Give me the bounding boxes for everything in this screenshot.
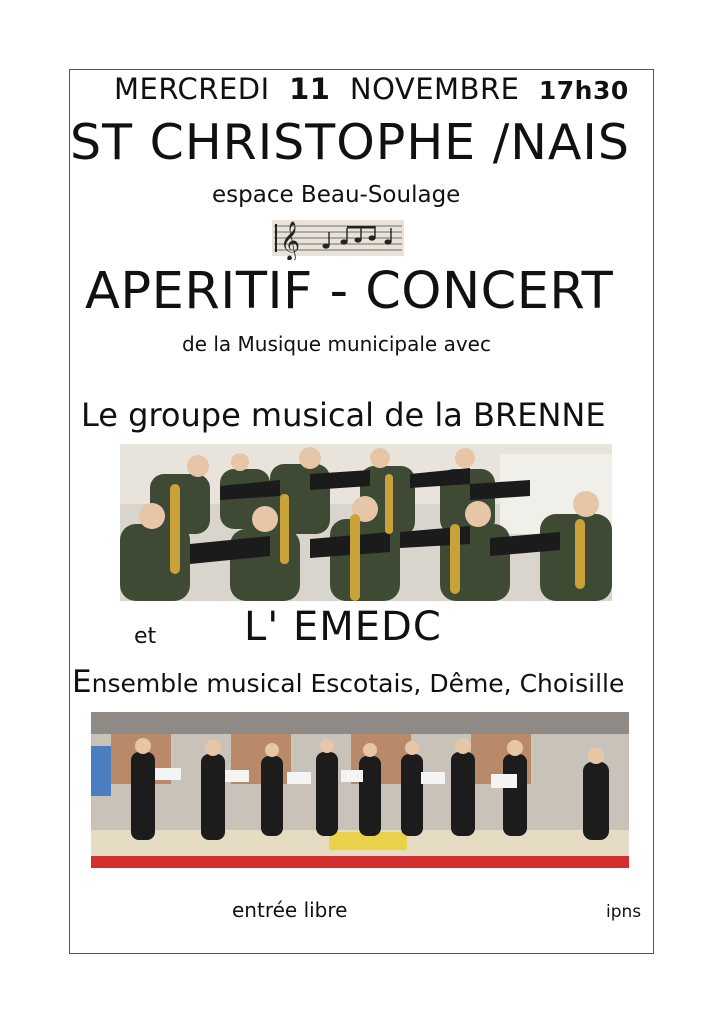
ipns-mark: ipns [606,902,642,922]
event-subtitle: de la Musique municipale avec [182,332,491,356]
town: ST CHRISTOPHE /NAIS [70,114,630,171]
date-line [114,72,629,106]
month: NOVEMBRE [349,72,520,106]
emedc-band-photo [91,712,629,868]
brenne-band-photo [120,444,612,601]
weekday: MERCREDI [114,72,270,106]
entry-info: entrée libre [232,898,348,922]
day: 11 [289,72,331,106]
poster [69,69,654,954]
group2-rest: nsemble musical Escotais, Dême, Choisille [91,669,625,698]
group2-full-name [72,664,624,700]
time: 17h30 [538,76,629,105]
venue: espace Beau-Soulage [212,182,461,208]
svg-text:𝄞: 𝄞 [280,221,301,260]
connector: et [134,624,157,649]
event-title: APERITIF - CONCERT [85,262,614,321]
group2-initial: E [72,664,92,700]
group1-name: Le groupe musical de la BRENNE [81,396,606,434]
music-staff-icon [272,216,404,260]
group2-name: L' EMEDC [244,604,442,650]
